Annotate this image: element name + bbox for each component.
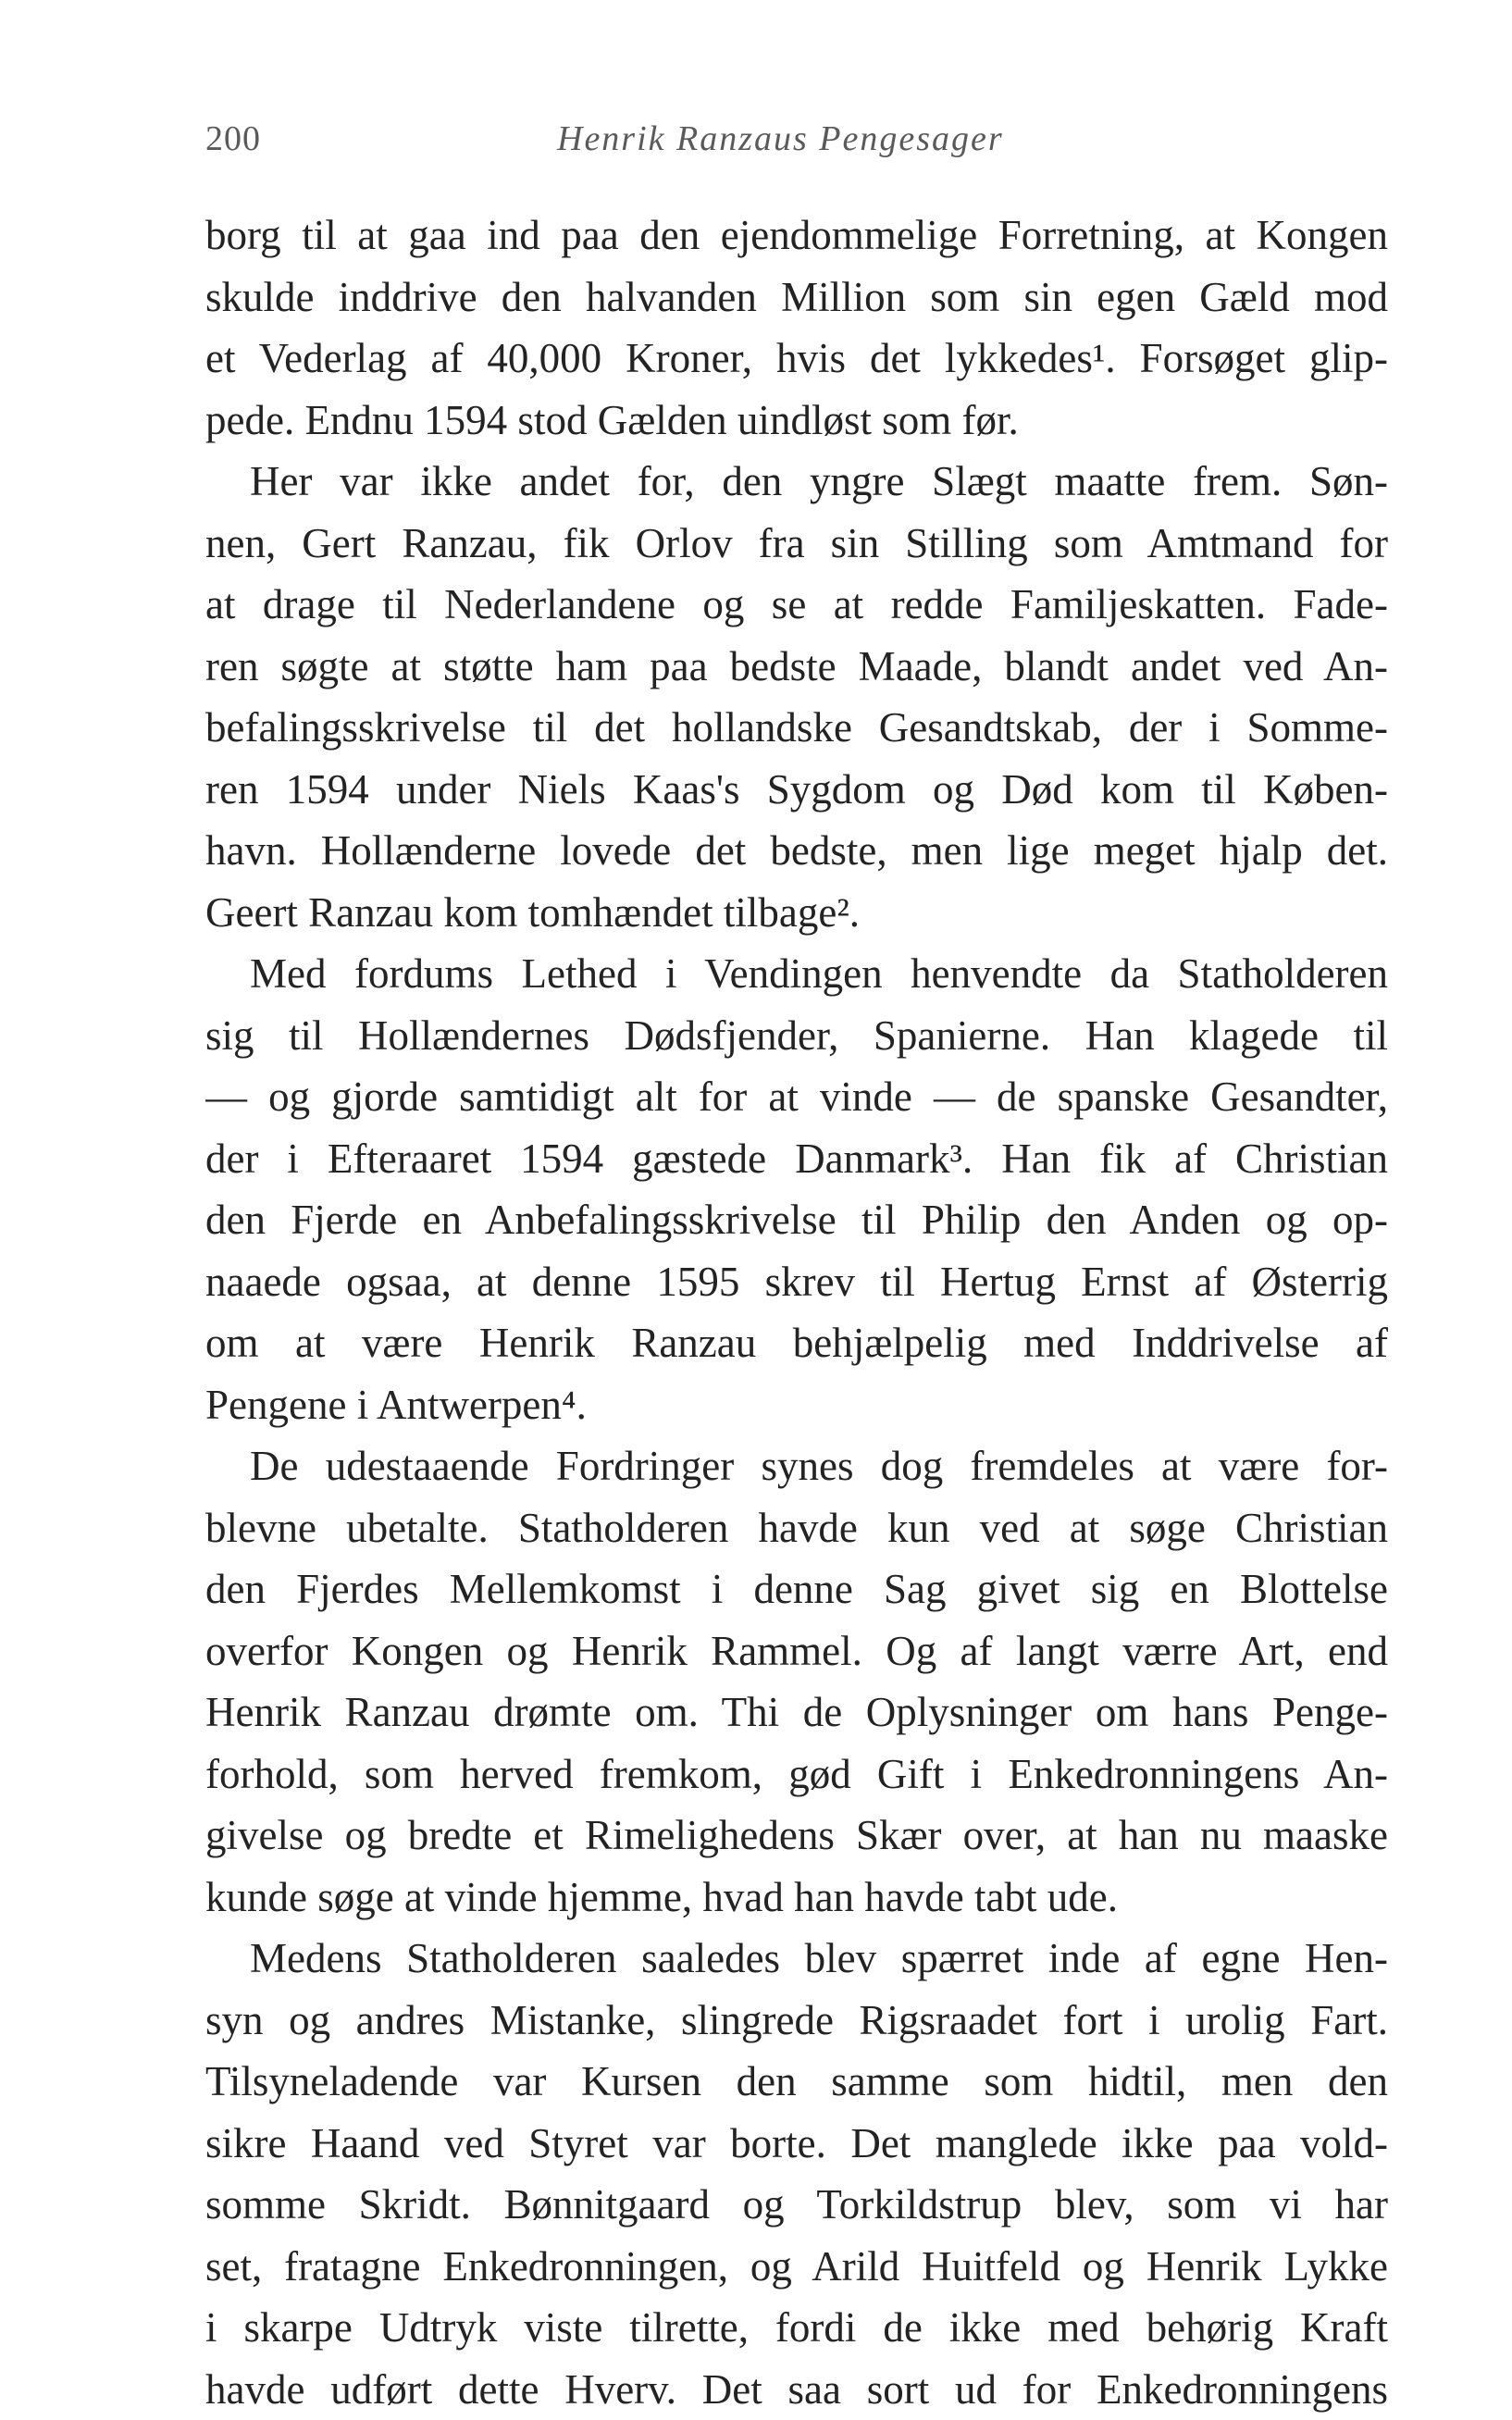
paragraph [205, 1928, 1388, 2420]
text-line: somme Skridt. Bønnitgaard og Torkildstrup blev, som vi har [205, 2174, 1388, 2236]
text-line: borg til at gaa ind paa den ejendommelige Forretning, at Kongen [205, 205, 1388, 267]
paragraph [205, 943, 1388, 1435]
text-line: set, fratagne Enkedronningen, og Arild Huitfeld og Henrik Lykke [205, 2236, 1388, 2298]
text-line: givelse og bredte et Rimelighedens Skær over, at han nu maaske [205, 1805, 1388, 1867]
text-line: pede. Endnu 1594 stod Gælden uindløst som før. [205, 390, 1388, 452]
text-line: Her var ikke andet for, den yngre Slægt maatte frem. Søn- [205, 451, 1388, 513]
text-line: at drage til Nederlandene og se at redde Familjeskatten. Fade- [205, 574, 1388, 636]
text-line: ren søgte at støtte ham paa bedste Maade, blandt andet ved An- [205, 636, 1388, 698]
text-line: befalingsskrivelse til det hollandske Gesandtskab, der i Somme- [205, 697, 1388, 759]
text-line: syn og andres Mistanke, slingrede Rigsraadet fort i urolig Fart. [205, 1990, 1388, 2052]
body-text [205, 205, 1388, 2420]
text-line: blevne ubetalte. Statholderen havde kun ved at søge Christian [205, 1497, 1388, 1559]
paragraph [205, 451, 1388, 943]
paragraph [205, 205, 1388, 451]
paragraph [205, 1435, 1388, 1928]
text-line: der i Efteraaret 1594 gæstede Danmark³. Han fik af Christian [205, 1128, 1388, 1190]
text-line: Geert Ranzau kom tomhændet tilbage². [205, 882, 1388, 944]
text-line: havn. Hollænderne lovede det bedste, men lige meget hjalp det. [205, 820, 1388, 882]
text-line: — og gjorde samtidigt alt for at vinde — de spanske Gesandter, [205, 1066, 1388, 1128]
text-line: overfor Kongen og Henrik Rammel. Og af langt værre Art, end [205, 1620, 1388, 1682]
text-line: sikre Haand ved Styret var borte. Det manglede ikke paa vold- [205, 2113, 1388, 2175]
text-line: havde udført dette Hverv. Det saa sort ud for Enkedronningens [205, 2359, 1388, 2420]
text-line: om at være Henrik Ranzau behjælpelig med Inddrivelse af [205, 1312, 1388, 1374]
text-line: sig til Hollændernes Dødsfjender, Spanierne. Han klagede til [205, 1005, 1388, 1067]
text-line: De udestaaende Fordringer synes dog fremdeles at være for- [205, 1435, 1388, 1497]
text-line: den Fjerdes Mellemkomst i denne Sag givet sig en Blottelse [205, 1558, 1388, 1620]
text-line: kunde søge at vinde hjemme, hvad han havde tabt ude. [205, 1867, 1388, 1929]
text-line: Henrik Ranzau drømte om. Thi de Oplysninger om hans Penge- [205, 1682, 1388, 1744]
text-line: et Vederlag af 40,000 Kroner, hvis det lykkedes¹. Forsøget glip- [205, 328, 1388, 390]
text-line: nen, Gert Ranzau, fik Orlov fra sin Stilling som Amtmand for [205, 513, 1388, 575]
text-line: skulde inddrive den halvanden Million som sin egen Gæld mod [205, 267, 1388, 329]
text-line: den Fjerde en Anbefalingsskrivelse til Philip den Anden og op- [205, 1189, 1388, 1251]
text-line: naaede ogsaa, at denne 1595 skrev til Hertug Ernst af Østerrig [205, 1251, 1388, 1313]
text-line: Medens Statholderen saaledes blev spærret inde af egne Hen- [205, 1928, 1388, 1990]
text-line: Pengene i Antwerpen⁴. [205, 1374, 1388, 1436]
page-number: 200 [205, 118, 261, 159]
text-line: ren 1594 under Niels Kaas's Sygdom og Død kom til Køben- [205, 759, 1388, 821]
text-line: i skarpe Udtryk viste tilrette, fordi de ikke med behørig Kraft [205, 2297, 1388, 2359]
text-line: Tilsyneladende var Kursen den samme som hidtil, men den [205, 2051, 1388, 2113]
running-head [205, 118, 1388, 174]
text-line: Med fordums Lethed i Vendingen henvendte da Statholderen [205, 943, 1388, 1005]
running-title: Henrik Ranzaus Pengesager [557, 118, 1004, 159]
text-line: forhold, som herved fremkom, gød Gift i Enkedronningens An- [205, 1744, 1388, 1806]
